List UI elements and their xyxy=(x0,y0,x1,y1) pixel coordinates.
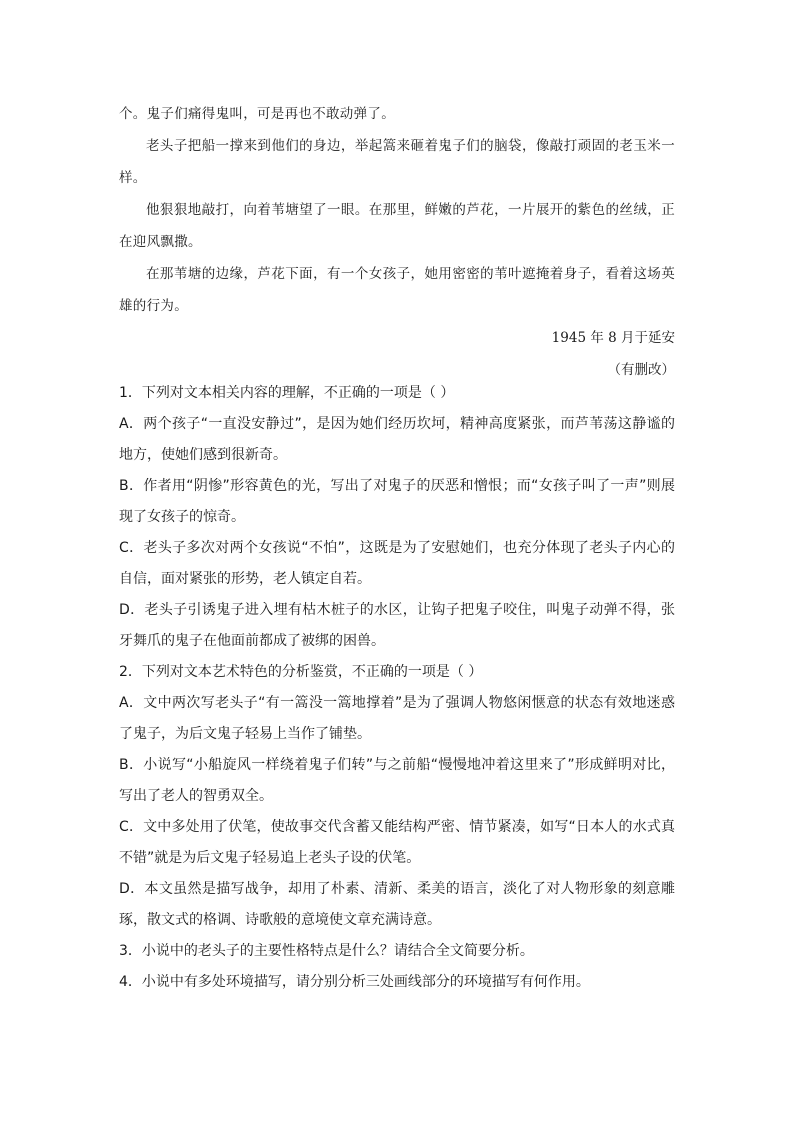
question-option: C．老头子多次对两个女孩说“不怕”，这既是为了安慰她们，也充分体现了老头子内心的自信，面对紧张的形势，老人镇定自若。 xyxy=(119,540,675,587)
question-stem: 3．小说中的老头子的主要性格特点是什么？请结合全文简要分析。 xyxy=(119,943,534,959)
question-option: B．作者用“阴惨”形容黄色的光，写出了对鬼子的厌恶和憎恨；而“女孩子叫了一声”则展现了女孩子的惊奇。 xyxy=(119,478,675,525)
passage-paragraph: 老头子把船一撑来到他们的身边，举起篙来砸着鬼子们的脑袋，像敲打顽固的老玉米一样。 xyxy=(119,138,675,186)
passage-paragraph: 他狠狠地敲打，向着苇塘望了一眼。在那里，鲜嫩的芦花，一片展开的紫色的丝绒，正在迎风飘撒。 xyxy=(119,202,675,250)
passage-paragraph: 在那苇塘的边缘，芦花下面，有一个女孩子，她用密密的苇叶遮掩着身子，看着这场英雄的行为。 xyxy=(119,266,675,314)
question-option: D．本文虽然是描写战争，却用了朴素、清新、柔美的语言，淡化了对人物形象的刻意雕琢，散文式的格调、诗歌般的意境使文章充满诗意。 xyxy=(119,881,675,928)
questions-section xyxy=(119,378,675,998)
question-stem: 1．下列对文本相关内容的理解，不正确的一项是（ ） xyxy=(119,385,455,401)
question-option: B．小说写“小船旋风一样绕着鬼子们转”与之前船“慢慢地冲着这里来了”形成鲜明对比，写出了老人的智勇双全。 xyxy=(119,757,675,804)
question-option: A．两个孩子“一直没安静过”，是因为她们经历坎坷，精神高度紧张，而芦苇荡这静谧的地方，使她们感到很新奇。 xyxy=(119,416,675,463)
question-stem: 4．小说中有多处环境描写，请分别分析三处画线部分的环境描写有何作用。 xyxy=(119,974,590,990)
question-option: D．老头子引诱鬼子进入埋有枯木桩子的水区，让钩子把鬼子咬住，叫鬼子动弹不得，张牙舞爪的鬼子在他面前都成了被绑的困兽。 xyxy=(119,602,675,649)
question-option: C．文中多处用了伏笔，使故事交代含蓄又能结构严密、情节紧凑，如写“日本人的水式真不错”就是为后文鬼子轻易追上老头子设的伏笔。 xyxy=(119,819,675,866)
source-note: （有删改） xyxy=(607,362,675,378)
question-option: A．文中两次写老头子“有一篙没一篙地撑着”是为了强调人物悠闲惬意的状态有效地迷惑了鬼子，为后文鬼子轻易上当作了铺垫。 xyxy=(119,695,675,742)
passage-paragraph: 个。鬼子们痛得鬼叫，可是再也不敢动弹了。 xyxy=(119,106,395,122)
story-passage xyxy=(119,98,675,386)
date-line: 1945 年 8 月于延安 xyxy=(551,330,675,346)
question-stem: 2．下列对文本艺术特色的分析鉴赏，不正确的一项是（ ） xyxy=(119,664,483,680)
